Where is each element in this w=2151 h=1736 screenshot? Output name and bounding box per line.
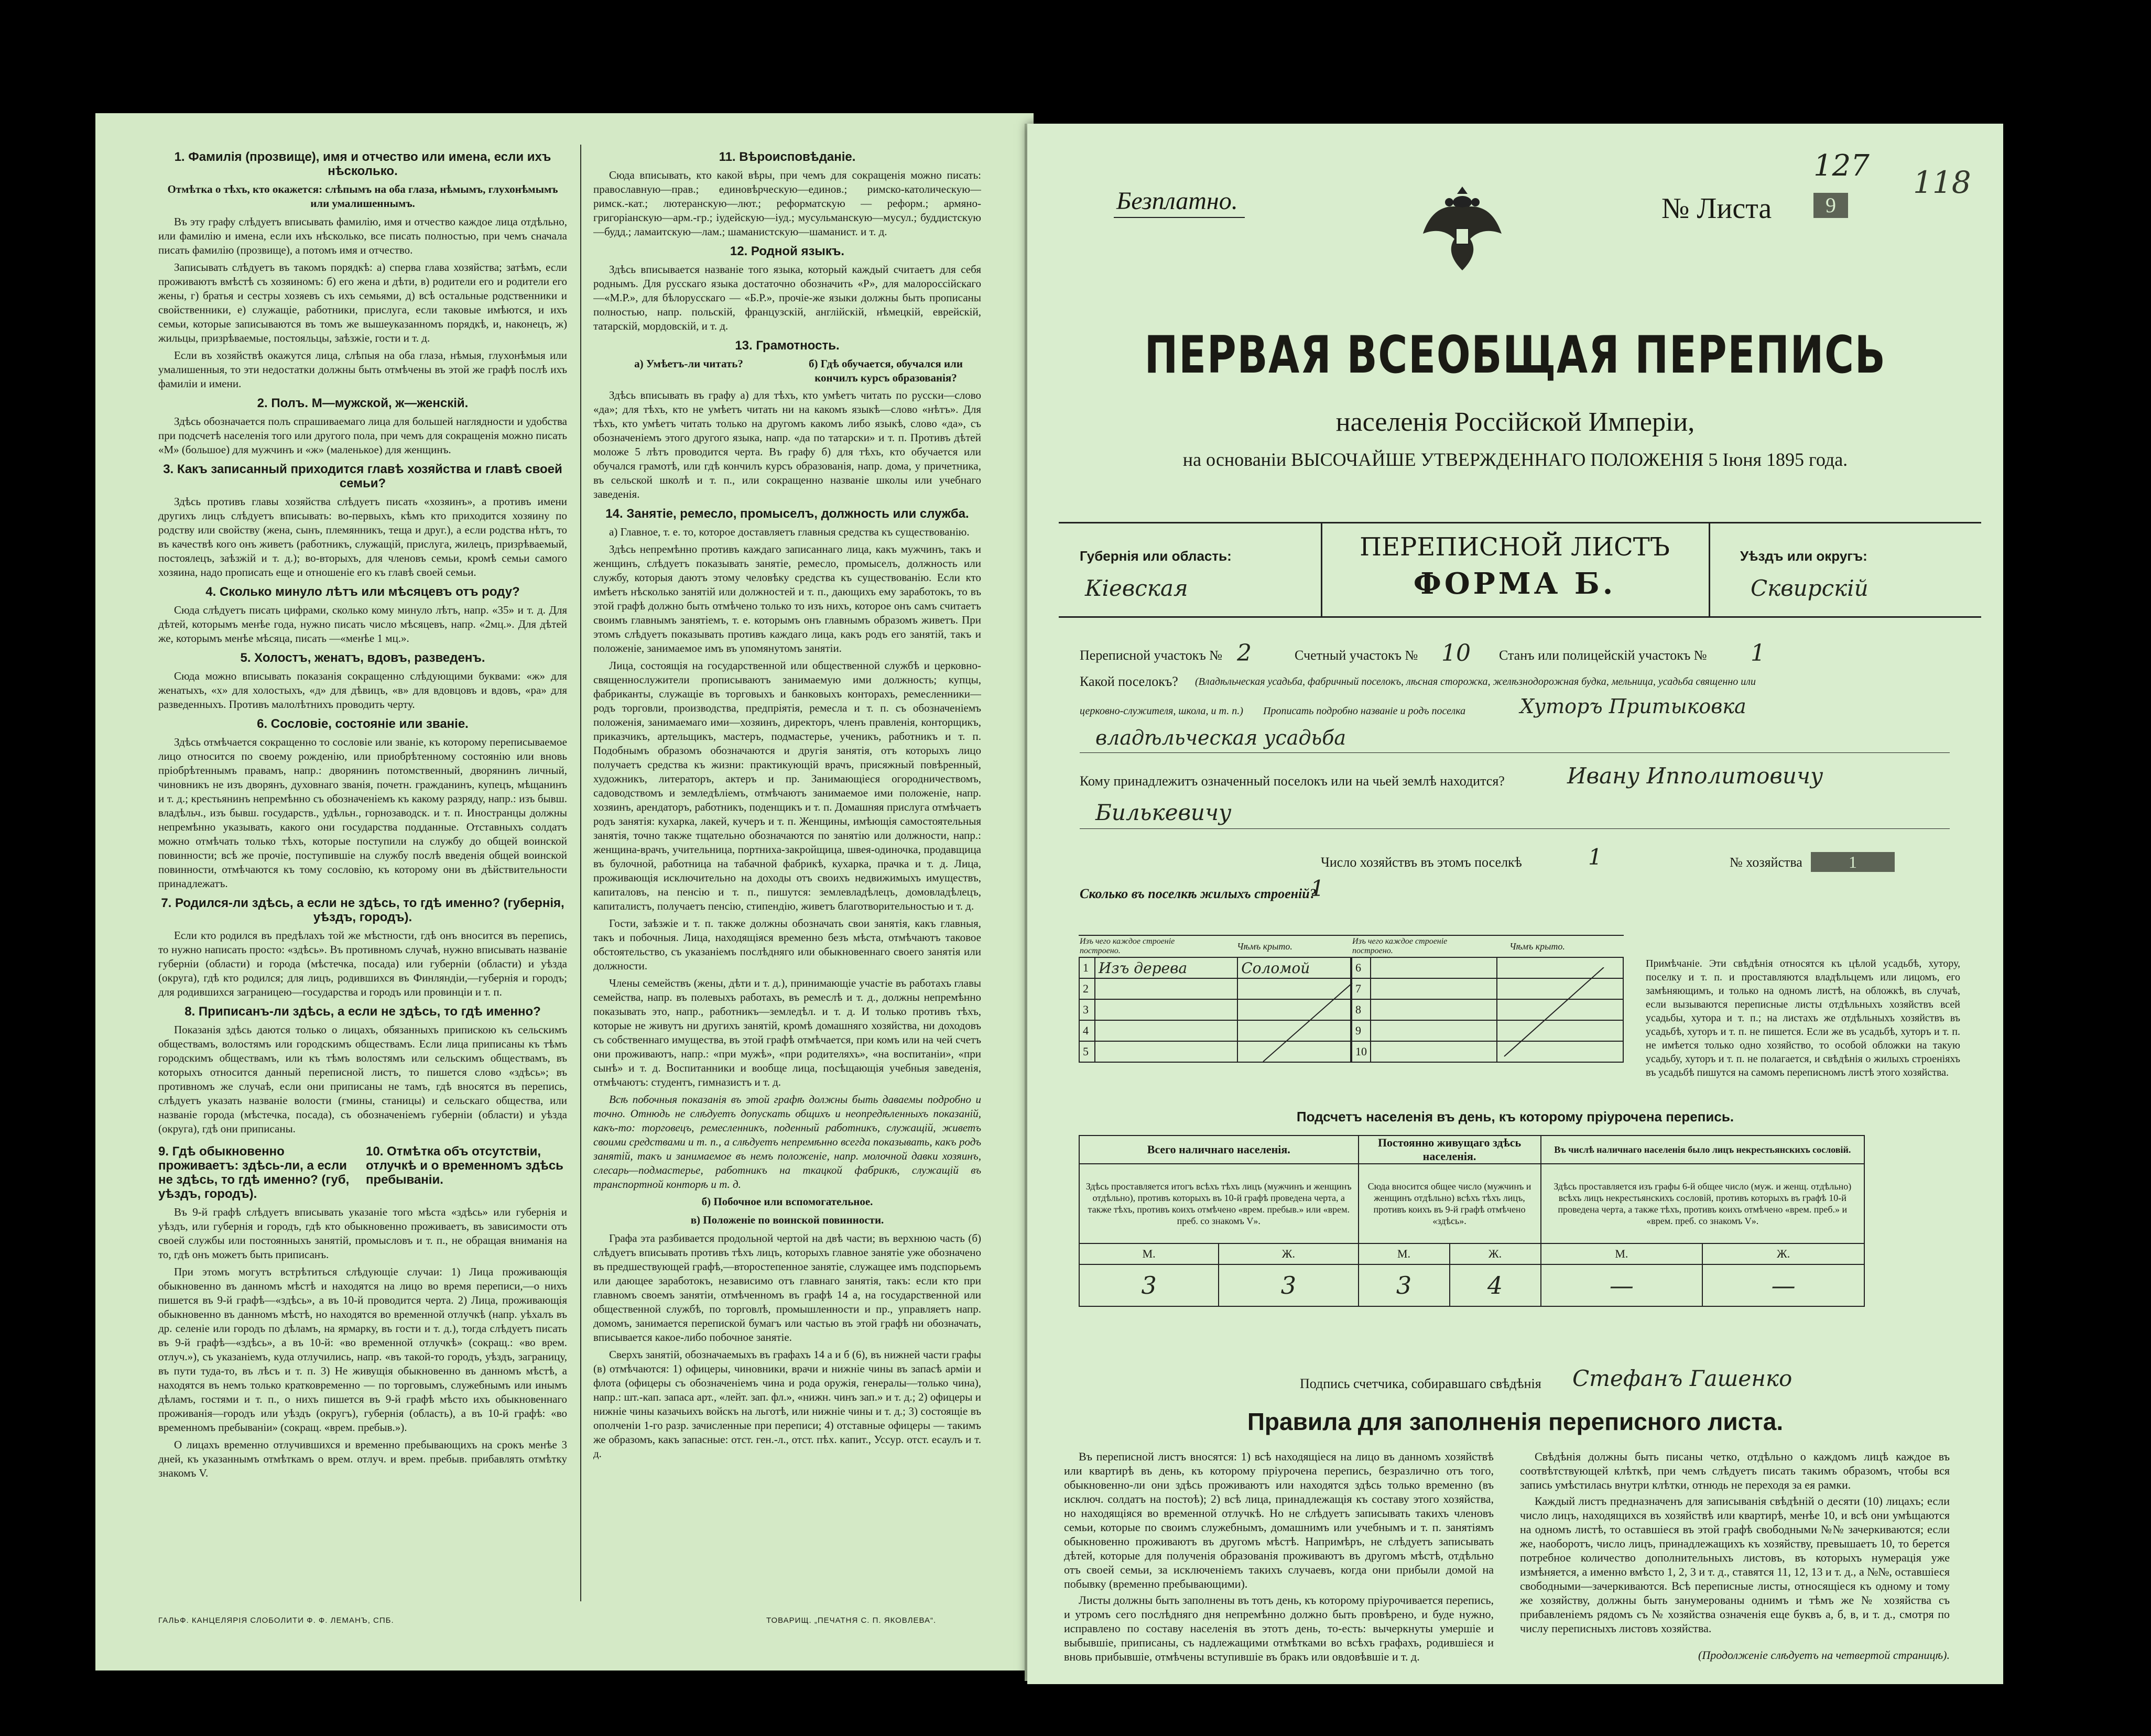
count-district-value[interactable]: 10 <box>1441 640 1471 667</box>
settlement-rule <box>1080 752 1950 753</box>
stamp-underline <box>1114 217 1245 218</box>
census-decree-line: на основаніи ВЫСОЧАЙШЕ УТВЕРЖДЕННАГО ПОЛОЖЕНІЯ 5 Іюня 1895 года. <box>1182 449 1848 470</box>
section-12-paragraph: Здѣсь вписывается названіе того языка, который каждый считаетъ для себя роднымъ. Для русскаго языка достаточно обозначить «Р», для малороссійскаго—«М.Р.», для бѣлорусскаго — «Б.Р.», прочіе-же языки должны быть прописаны полностью, напр. польскій, французскій, англійскій, нѣмецкій, еврейскій, татарскій, мордовскій, и т. д. <box>593 263 981 332</box>
sheet-number-value: 9 <box>1813 193 1848 218</box>
owner-rule <box>1080 828 1950 829</box>
census-subtitle: населенія Россійской Имперіи, <box>1335 407 1695 437</box>
permanent-population-header: Постоянно живущаго здѣсь населенія. <box>1359 1136 1541 1164</box>
printer-imprint-right: ТОВАРИЩ. „ПЕЧАТНЯ С. П. ЯКОВЛЕВА“. <box>766 1616 937 1625</box>
section-11-heading: 11. Вѣроисповѣданіе. <box>719 150 856 164</box>
buildings-material-header: Изъ чего каждое строеніе построено. <box>1352 937 1448 955</box>
guberniya-value[interactable]: Кіевская <box>1085 575 1188 601</box>
section-9-paragraph: При этомъ могутъ встрѣтиться слѣдующіе случаи: 1) Лица проживающія обыкновенно въ данномъ мѣстѣ и находятся на лицо во время переписи,—о нихъ пишется въ 9-й графѣ—«здѣсь», а въ 10-й проводится черта. 2) Лица, проживающія обыкновенно въ данномъ мѣстѣ, но находятся во временной отлучкѣ (напр. уѣхалъ въ др. селеніе или городъ по дѣламъ, на ярмарку, въ гости и т. д.), тогда слѣдуетъ писать въ 9-й графѣ—«здѣсь», а въ 10-й: «во временной отлучкѣ» (сокращ.: «во врем. отлуч.»), съ указаніемъ, куда отлучились, напр. «въ такой-то городъ, уѣздъ, заграницу, въ пути тудa-то, въ лѣсъ и т. п. 3) Не живущія обыкновенно въ данномъ мѣстѣ, а находятся въ немъ только кратковременно — по торговымъ, служебнымъ или инымъ дѣламъ, гостями и т. п., о нихъ пишется въ 9-й графѣ мѣсто ихъ обыкновеннаго проживанія—городъ или уѣздъ (округъ), губернія (область), а въ 10-й графѣ: «во временномъ пребываніи» (сокращ. «врем. пребыв.»). <box>158 1265 567 1434</box>
rules-paragraph: Въ переписной листъ вносятся: 1) всѣ находящіеся на лицо въ данномъ хозяйствѣ или квартирѣ въ день, къ которому пріурочена перепись, безразлично отъ того, обыкновенно-ли они здѣсь проживаютъ или находятся здѣсь только временно (въ исключ. солдатъ на постоѣ); 2) всѣ лица, принадлежащія къ составу этого хозяйства, но находящіяся во временной отлучкѣ. Но не слѣдуетъ записывать такихъ членовъ семьи, которые по своимъ служебнымъ, домашнимъ или учебнымъ и т. п. занятіямъ обыкновенно проживаютъ въ другомъ мѣстѣ. Напримѣръ, не слѣдуетъ записывать дѣтей, которые для полученія образованія проживаютъ въ другомъ мѣстѣ, отдѣльно отъ своей семьи, за исключеніемъ такихъ случаевъ, когда они прибыли домой на побывку (временно пребывающими). <box>1064 1450 1494 1590</box>
section-4-heading: 4. Сколько минуло лѣтъ или мѣсяцевъ отъ роду? <box>205 585 520 599</box>
left-sheet <box>95 113 1034 1671</box>
present-population-header: Всего наличнаго населенія. <box>1079 1136 1359 1164</box>
section-14-paragraph: Здѣсь непремѣнно противъ каждаго записаннаго лица, какъ мужчинъ, такъ и женщинъ, слѣдуетъ показывать занятіе, ремесло, промыселъ, должность или службу, которыя даютъ этому человѣку средства къ существованію. Если кто имѣетъ нѣсколько занятій или должностей и т. п., дающихъ ему заработокъ, то въ этой графѣ должно быть отмѣчено только то изъ нихъ, которое онъ самъ считаетъ своимъ главнымъ занятіемъ, т. е. которымъ онъ главнымъ образомъ живетъ. При этомъ слѣдуетъ показывать противъ каждаго лица, какъ родъ его занятій, такъ и положеніе, занимаемое имъ въ упомянутомъ занятіи. <box>593 543 981 654</box>
rules-column-2 <box>1520 1449 1950 1643</box>
settlement-value[interactable]: Хуторъ Притыковка <box>1520 695 1746 718</box>
present-female-count[interactable]: 3 <box>1219 1264 1358 1306</box>
non-peasant-male-count[interactable]: — <box>1541 1264 1703 1306</box>
section-6-heading: 6. Сословіе, состояніе или званіе. <box>257 717 469 731</box>
uezd-label: Уѣздъ или округъ: <box>1740 548 1867 564</box>
rules-paragraph: Листы должны быть заполнены въ тотъ день, къ которому пріурочивается перепись, и утромъ сего послѣдняго дня непремѣнно должно быть провѣрено, и буде нужно, исправлено по составу населенія въ этотъ день, то-есть: вычеркнуты умершіе и выбывшіе, приписаны, съ надлежащими отмѣтками во всѣхъ графахъ, родившіеся и вновь прибывшіе, отмѣчены вступившіе въ бракъ или овдовѣвшіе и т. д. <box>1064 1593 1494 1663</box>
population-count-heading: Подсчетъ населенія въ день, къ которому пріурочена перепись. <box>1296 1109 1734 1124</box>
section-1-heading: 1. Фамилія (прозвище), имя и отчество или имена, если ихъ нѣсколько. <box>174 150 551 178</box>
section-8-paragraph: Показанія здѣсь даются только о лицахъ, обязанныхъ припискою къ сельскимъ обществамъ, волостямъ или городскимъ обществамъ. Если лица приписаны къ тѣмъ городскимъ обществамъ, или къ тѣмъ волостямъ или сельскимъ обществамъ, въ которыхъ относится данный переписной листъ, то пишется слово «здѣсь»; въ противномъ же случаѣ, если они приписаны не тамъ, гдѣ вносятся въ перепись, слѣдуетъ указать названіе волости (гмины, станицы) и сельскаго общества, или названіе города (мѣстечка, посада), съ обозначеніемъ губерніи (области) и уѣзда (округа), гдѣ они приписаны. <box>158 1023 567 1135</box>
strike-through-line <box>1258 983 1363 1067</box>
permanent-male-count[interactable]: 3 <box>1359 1264 1450 1306</box>
header-box-top <box>1059 522 1981 523</box>
census-title: ПЕРВАЯ ВСЕОБЩАЯ ПЕРЕПИСЬ <box>1144 325 1886 385</box>
population-count-table <box>1079 1135 1865 1307</box>
section-10-heading: 10. Отмѣтка объ отсутствіи, отлучкѣ и о временномъ здѣсь пребываніи. <box>366 1144 563 1187</box>
census-district-value[interactable]: 2 <box>1237 640 1252 667</box>
settlement-hint-2: церковно-служителя, школа, и т. п.) <box>1080 705 1243 717</box>
stan-label: Станъ или полицейскій участокъ № <box>1499 648 1707 663</box>
section-9-heading: 9. Гдѣ обыкновенно проживаетъ: здѣсь-ли, а если не здѣсь, то гдѣ именно? (губ, уѣздъ, городъ). <box>158 1144 350 1201</box>
buildings-label: Сколько въ поселкѣ жилыхъ строеній? <box>1080 886 1317 901</box>
buildings-roof-header: Чѣмъ крыто. <box>1509 941 1565 952</box>
section-14-paragraph: Лица, состоящія на государственной или общественной службѣ и церковно-священнослужители прописываютъ занимаемую ими должность; купцы, фабриканты, служащіе въ торговыхъ и банковыхъ конторахъ, ремесленники—родъ торговли, производства, предпріятія, ремесла и т. п. съ обозначеніемъ положенія, занимаемаго ими—хозяинъ, директоръ, членъ правленія, конторщикъ, приказчикъ, артельщикъ, мастеръ, подмастерье, ученикъ, работникъ и т. п. Подобнымъ образомъ обозначаются и другія занятія, отъ которыхъ лицо получаетъ средства къ жизни: практикующій врачъ, присяжный повѣренный, художникъ, литераторъ, актеръ и пр. Занимающіеся огородничествомъ, садоводствомъ и земледѣліемъ, отмѣчаютъ занимаемое ими положеніе, напр. хозяинъ, арендаторъ, работникъ, поденщикъ и т. п. Домашняя прислуга отмѣчаетъ родъ занятія: кухарка, лакей, кучеръ и т. п. Женщины, имѣющія самостоятельныя занятія, точно также тщательно обозначаются по занятію или должности, напр.: женщина-врачъ, учительница, портниха-закройщица, швея-одиночка, продавщица въ булочной, работница на табачной фабрикѣ, кухарка, прачка и т. д. Лица, проживающія исключительно на доходы отъ своихъ недвижимыхъ имуществъ, капиталовъ, на пенсію и т. п., пишутся: землевладѣлецъ, домовладѣлецъ, капиталистъ, получаетъ пенсію, стипендію, живетъ благотворительностью и т. д. <box>593 659 981 912</box>
non-peasant-population-header: Въ числѣ наличнаго населенія было лицъ некрестьянскихъ сословій. <box>1541 1136 1864 1164</box>
section-14-heading: 14. Занятіе, ремесло, промыселъ, должность или служба. <box>605 507 969 521</box>
section-1-subheading: Отмѣтка о тѣхъ, кто окажется: слѣпымъ на оба глаза, нѣмымъ, глухонѣмымъ или умалишеннымъ. <box>167 183 558 210</box>
imperial-eagle-emblem <box>1418 181 1507 276</box>
pencil-number-1: 127 <box>1813 149 1870 183</box>
section-4-paragraph: Сюда слѣдуетъ писать цифрами, сколько кому минуло лѣтъ, напр. «35» и т. д. Для дѣтей, которымъ менѣе года, нужно писать число мѣсяцевъ, напр. «2мц.». Для дѣтей же, которымъ менѣе мѣсяца, писать —«менѣе 1 мц.». <box>158 604 567 645</box>
rules-title: Правила для заполненія переписного листа. <box>1247 1408 1784 1435</box>
section-14-paragraph: Графа эта разбивается продольной чертой на двѣ части; въ верхнюю часть (б) слѣдуетъ вписывать противъ тѣхъ лицъ, которыхъ главное занятіе уже обозначено въ предшествующей графѣ,—второстепенное занятіе, служащее имъ подспорьемъ или дающее заработокъ, независимо отъ главнаго занятія, такъ: если кто при главномъ своемъ занятіи, отмѣченномъ въ графѣ 14 а, на государственной или общественной службѣ, по торговлѣ, промышленности и пр., управляетъ напр. домомъ, занимается перепиской бумагъ или частью въ этой графѣ ни обозначать, вписывается какое-либо побочное занятіе. <box>593 1232 981 1344</box>
instructions-column-2 <box>593 145 981 1601</box>
present-male-count[interactable]: 3 <box>1079 1264 1219 1306</box>
non-peasant-female-count[interactable]: — <box>1702 1264 1864 1306</box>
buildings-table-top <box>1079 935 1624 936</box>
section-2-paragraph: Здѣсь обозначается полъ спрашиваемаго лица для большей наглядности и удобства при подсчетѣ населенія того или другого пола, при чемъ для сокращенія можно писать «М» (большое) для мужчинъ и «ж» (маленькое) для женщинъ. <box>158 415 567 456</box>
non-peasant-population-note: Здѣсь проставляется изъ графы 6-й общее число (муж. и женщ. отдѣльно) всѣхъ лицъ некрестьянскихъ сословій, противъ которыхъ въ графѣ 10-й проведена черта, а также тѣхъ, противъ коихъ отмѣчено «врем. преб.» и «врем. преб. со знакомъ V». <box>1541 1164 1864 1243</box>
uezd-value[interactable]: Сквирскій <box>1751 575 1868 601</box>
rules-continuation-note: (Продолженіе слѣдуетъ на четвертой страницѣ). <box>1698 1648 1950 1662</box>
header-divider <box>1709 522 1710 616</box>
section-14-paragraph: Всѣ побочныя показанія въ этой графѣ должны быть даваемы подробно и точно. Отнюдь не слѣдуетъ допускать общихъ и неопредѣленныхъ показаній, какъ-то: торговецъ, ремесленникъ, поденный работникъ, служащій, живетъ своими средствами и т. п., а слѣдуетъ непремѣнно всегда показывать, какъ родъ занятій, такъ и занимаемое въ немъ положеніе, напр. молочной давки хозяинъ, слесарь—подмастерье, работникъ на ткацкой фабрикѣ, служащій въ транспортной конторѣ и т. д. <box>593 1093 981 1191</box>
section-12-heading: 12. Родной языкъ. <box>730 244 845 258</box>
permanent-population-note: Сюда вносится общее число (мужчинъ и женщинъ отдѣльно) всѣхъ тѣхъ лицъ, противъ коихъ въ 9-й графѣ отмѣчено «здѣсь». <box>1359 1164 1541 1243</box>
section-14-paragraph: Члены семействъ (жены, дѣти и т. д.), принимающіе участіе въ работахъ главы семейства, напр. въ полевыхъ работахъ, въ ремеслѣ и т. д., должны непремѣнно показывать это, напр., работникъ—земледѣл. и т. д. И только противъ тѣхъ, которые не живутъ ни другихъ занятій, кромѣ домашняго хозяйства, ни доходовъ съ собственнаго имущества, въ этой графѣ отмѣчается, при комъ или на чей счетъ они проживаютъ, напр.: «при мужѣ», «при родителяхъ», «на воспитаніи», «при сынѣ» и т. д. Воспитанники и вообще лица, посѣщающія учебныя заведенія, отмѣчаютъ: студентъ, гимназистъ и т. д. <box>593 977 981 1088</box>
male-header: М. <box>1541 1243 1703 1264</box>
section-14c-heading: в) Положеніе по воинской повинности. <box>690 1214 884 1226</box>
guberniya-label: Губернія или область: <box>1080 548 1232 564</box>
settlement-hint-3: Прописать подробно названіе и родъ поселка <box>1263 705 1466 717</box>
census-form-sheet <box>1027 124 2003 1684</box>
section-2-heading: 2. Полъ. М—мужской, ж—женскій. <box>257 396 469 410</box>
section-7-heading: 7. Родился-ли здѣсь, а если не здѣсь, то гдѣ именно? (губернія, уѣздъ, городъ). <box>161 896 564 924</box>
owner-value[interactable]: Ивану Ипполитовичу <box>1567 763 1823 789</box>
section-13b-heading: б) Гдѣ обучается, обучался или кончилъ курсъ образованія? <box>808 357 963 384</box>
building-1-material[interactable]: Изъ дерева <box>1095 957 1237 978</box>
count-district-label: Счетный участокъ № <box>1295 648 1418 663</box>
female-header: Ж. <box>1702 1243 1864 1264</box>
settlement-label: Какой поселокъ? <box>1080 674 1178 689</box>
sheet-number-label: № Листа <box>1661 192 1772 225</box>
section-3-heading: 3. Какъ записанный приходится главѣ хозяйства и главѣ своей семьи? <box>163 462 562 490</box>
settlement-value-2[interactable]: владѣльческая усадьба <box>1095 726 1346 749</box>
form-name: ФОРМА Б. <box>1413 566 1616 601</box>
households-value[interactable]: 1 <box>1588 844 1602 870</box>
owner-label: Кому принадлежитъ означенный поселокъ или на чьей землѣ находится? <box>1080 773 1505 789</box>
printer-imprint-left: ГАЛЬФ. КАНЦЕЛЯРІЯ СЛОБОЛИТИ Ф. Ф. ЛЕМАНЪ, СПБ. <box>158 1616 394 1625</box>
buildings-table-left: 1 Изъ дерева Соломой 2 3 4 5 <box>1079 957 1351 1063</box>
section-7-paragraph: Если кто родился въ предѣлахъ той же мѣстности, гдѣ онъ вносится въ перепись, то нужно написать просто: «здѣсь». Въ противномъ случаѣ, нужно вписывать названіе губерніи (области) и города (мѣстечка, посада) или губерніи (области) и уѣзда (округа), гдѣ кто родился; для лицъ, родившихся въ Финляндіи,—губернія и городъ; для родившихся заграницею—государства и городъ или провинціи и т. п. <box>158 929 567 998</box>
section-14-paragraph: Сверхъ занятій, обозначаемыхъ въ графахъ 14 а и б (6), въ нижней части графы (в) отмѣчаются: 1) офицеры, чиновники, врачи и нижніе чины въ запасѣ арміи и флота (офицеры съ обозначеніемъ чина и рода оружія, генералы—только чина), напр.: шт.-кап. запаса арт., «лейт. зап. фл.», «нижн. чинъ зап.» и т. д.; 2) офицеры и нижніе чины казачьихъ войскъ на льготѣ, или нижніе чины и т. д.; 3) состоящіе въ ополченіи 1-го разр. зачисленные при переписи; 4) отставные офицеры — такимъ же образомъ, какъ запасные: отст. ген.-л., отст. пѣх. капит., Уссур. отст. есаулъ и т. д. <box>593 1348 981 1460</box>
stan-value[interactable]: 1 <box>1751 640 1765 667</box>
building-1-roof[interactable]: Соломой <box>1237 957 1351 978</box>
buildings-value[interactable]: 1 <box>1310 876 1324 901</box>
instructions-column-1 <box>158 145 567 1601</box>
section-11-paragraph: Сюда вписывать, кто какой вѣры, при чемъ для сокращенія можно писать: православную—прав.; единовѣрческую—единов.; римско-католическую—римск.-кат.; лютеранскую—лют.; реформатскую — реформ.; армяно-григоріанскую—арм.-гр.; іудейскую—іуд.; мусульманскую—мусул.; буддистскую—будд.; ламаитскую—лам.; шаманистскую—шаманист. и т. д. <box>593 169 981 238</box>
settlement-hint: (Владѣльческая усадьба, фабричный поселокъ, лѣсная сторожка, желѣзнодорожная будка, мельница, усадьба священно или <box>1195 676 1756 687</box>
section-1-paragraph: Записывать слѣдуетъ въ такомъ порядкѣ: а) сперва глава хозяйства; затѣмъ, если проживаютъ вмѣстѣ съ хозяиномъ: б) его жена и дѣти, в) родители его и родители его жены, г) братья и сестры хозяевъ съ ихъ семьями, д) всѣ остальные родственники и свойственники, е) служащіе, работники, прислуга, если таковые имѣются, и ихъ семьи, которые записываются въ томъ же вышеуказанномъ порядкѣ, и, наконецъ, ж) жильцы, призрѣваемые, постояльцы, заѣзжіе, гости и т. д. <box>158 261 567 344</box>
enumerator-signature[interactable]: Стефанъ Гашенко <box>1572 1366 1792 1391</box>
household-number-value: 1 <box>1811 852 1895 872</box>
section-1-paragraph: Въ эту графу слѣдуетъ вписывать фамилію, имя и отчество каждое лица отдѣльно, или фамилію и имена, если ихъ нѣсколько, все писать полностью, при чемъ сначала писать фамилію (прозвище), а потомъ имя и отчество. <box>158 215 567 256</box>
section-5-heading: 5. Холостъ, женатъ, вдовъ, разведенъ. <box>240 651 485 665</box>
male-header: М. <box>1079 1243 1219 1264</box>
section-13-paragraph: Здѣсь вписывать въ графу а) для тѣхъ, кто умѣетъ читать по русски—слово «да»; для тѣхъ, кто не умѣетъ читать ни на какомъ языкѣ—слово «нѣтъ». Для тѣхъ, кто умѣетъ читать только на другомъ какомъ либо языкѣ, слово «да», съ обозначеніемъ этого другого языка, напр. «да по татарски» и т. п. Противъ дѣтей моложе 5 лѣтъ проводится черта. Въ графу б) для тѣхъ, кто обучается или обучался грамотѣ, или гдѣ кончилъ курсъ образованія, напр. дома, у причетника, въ сельской школѣ и т. п., или сокращенно названіе школы или учебнаго заведенія. <box>593 389 981 500</box>
enumerator-signature-label: Подпись счетчика, собиравшаго свѣдѣнія <box>1300 1376 1541 1391</box>
households-label: Число хозяйствъ въ этомъ поселкѣ <box>1321 855 1522 870</box>
rules-paragraph: Каждый листъ предназначенъ для записыванія свѣдѣній о десяти (10) лицахъ; если число лицъ, находящихся въ хозяйствѣ или квартирѣ, менѣе 10, и всѣ они умѣщаются на одномъ листѣ, то оставшіеся въ этой графѣ свободными №№ зачеркиваются; если же, наоборотъ, число лицъ, принадлежащихъ къ хозяйству, превышаетъ 10, то берется потребное количество дополнительныхъ листовъ, въ которыхъ нумерація уже измѣняется, а именно вмѣсто 1, 2, 3 и т. д., ставятся 11, 12, 13 и т. д., а №№, оставшіеся свободными—зачеркиваются. Всѣ переписные листы, относящіеся къ одному и тому же хозяйству, должны быть занумерованы однимъ и тѣмъ же № хозяйства съ прибавленіемъ рядомъ съ № хозяйства означенія еще буквъ а, б, в, и т. д., смотря по числу переписныхъ листовъ хозяйства. <box>1520 1494 1950 1635</box>
buildings-table-right: 6 7 8 9 10 <box>1351 957 1624 1063</box>
section-14-subheading: а) Главное, т. е. то, которое доставляетъ главныя средства къ существованію. <box>609 526 970 538</box>
section-1-paragraph: Если въ хозяйствѣ окажутся лица, слѣпыя на оба глаза, нѣмыя, глухонѣмыя или умалишенныя, то эти недостатки должны быть отмѣчены въ этой же графѣ послѣ ихъ фамиліи и имени. <box>158 349 567 390</box>
header-box-bottom <box>1059 616 1981 618</box>
rules-column-1 <box>1064 1449 1494 1669</box>
pencil-number-2: 118 <box>1913 165 1971 200</box>
strike-through-line <box>1499 967 1614 1062</box>
present-population-note: Здѣсь проставляется итогъ всѣхъ тѣхъ лицъ (мужчинъ и женщинъ отдѣльно), противъ которыхъ въ 10-й графѣ проведена черта, а также тѣхъ, противъ коихъ отмѣчено «врем. пребыв.» или «врем. преб. со знакомъ V». <box>1079 1164 1359 1243</box>
permanent-female-count[interactable]: 4 <box>1450 1264 1541 1306</box>
section-13a-heading: а) Умѣетъ-ли читать? <box>634 357 743 370</box>
section-14b-heading: б) Побочное или вспомогательное. <box>701 1195 873 1208</box>
form-title: ПЕРЕПИСНОЙ ЛИСТЪ <box>1360 532 1670 562</box>
section-9-paragraph: О лицахъ временно отлучившихся и временно пребывающихъ на срокъ менѣе 3 дней, къ указаннымъ отмѣткамъ о врем. отлуч. и врем. пребыв. прибавлять отмѣтку знакомъ V. <box>158 1438 567 1479</box>
buildings-note: Примѣчаніе. Эти свѣдѣнія относятся къ цѣлой усадьбѣ, хутору, поселку и т. п. и проставляются владѣльцемъ или лицомъ, его замѣняющимъ, и только на одномъ листѣ, на обложкѣ, въ случаѣ, если вызываются переписные листы отдѣльныхъ хозяйствъ всей усадьбы, хутора и т. п.; на листахъ же отдѣльныхъ хозяйствъ въ усадьбѣ, хуторъ и т. п. не пишется. Если же въ усадьбѣ, хуторъ и т. п. не имѣется только одно хозяйство, то особой обложки на такую усадьбу, хуторъ и т. п. не полагается, и свѣдѣнія о жилыхъ строеніяхъ въ усадьбѣ пишутся на самомъ переписномъ листѣ этого хозяйства. <box>1646 958 1960 1078</box>
female-header: Ж. <box>1219 1243 1358 1264</box>
household-number-label: № хозяйства <box>1730 855 1802 870</box>
female-header: Ж. <box>1450 1243 1541 1264</box>
free-of-charge-stamp: Безплатно. <box>1116 187 1238 215</box>
section-5-paragraph: Сюда можно вписывать показанія сокращенно слѣдующими буквами: «ж» для женатыхъ, «х» для холостыхъ, «д» для дѣвицъ, «в» для вдовцовъ и вдовъ, «ра» для разведенныхъ. Противъ малолѣтнихъ проводить черту. <box>158 670 567 711</box>
header-divider <box>1321 522 1322 616</box>
section-14-paragraph: Гости, заѣзжіе и т. п. также должны обозначать свои занятія, какъ главныя, такъ и побочныя. Лица, находящіяся временно безъ мѣста, отмѣчаютъ таковое обстоятельство, съ указаніемъ послѣдняго или обыкновеннаго своего занятія или должности. <box>593 917 981 972</box>
owner-value-2[interactable]: Билькевичу <box>1095 800 1232 825</box>
rules-paragraph: Свѣдѣнія должны быть писаны четко, отдѣльно о каждомъ лицѣ каждое въ соотвѣтствующей клѣткѣ, при чемъ слѣдуетъ писать такимъ образомъ, чтобы вся запись умѣстилась внутри клѣтки, отнюдь не переходя за ея рамки. <box>1520 1450 1950 1491</box>
buildings-roof-header: Чѣмъ крыто. <box>1237 941 1292 952</box>
section-9-paragraph: Въ 9-й графѣ слѣдуетъ вписывать указаніе того мѣста «здѣсь» или губернія и уѣздъ, или губернія и городъ, гдѣ кто обыкновенно проживаетъ, въ зависимости отъ своей службы или постоянныхъ занятій, промысловъ и т. п., не обращая вниманія на то, гдѣ онъ можетъ быть приписанъ. <box>158 1206 567 1261</box>
section-6-paragraph: Здѣсь отмѣчается сокращенно то сословіе или званіе, къ которому переписываемое лицо относится по своему рожденію, или приобрѣтенному состоянію или вновь пріобрѣтеннымъ правамъ, напр.: дворянинъ потомственный, дворянинъ личный, чиновникъ не изъ дворянъ, духовнаго званія, почетн. гражданинъ, купецъ, мѣщанинъ и т. д.; крестьянинъ непремѣнно съ обозначеніемъ къ какому разряду, напр.: изъ бывш. владѣльч., изъ бывш. государств., удѣльн., горнозаводск. и т. п. Иностранцы должны непремѣнно указывать, какого они государства подданные. Отставныхъ солдатъ можно отмѣчать только тѣхъ, которые поступили на службу до общей воинской повинности; всѣ же прочіе, поступившіе на службу послѣ введенія общей воинской повинности, отмѣчаются къ тому сословію, къ которому они въ дѣйствительности принадлежатъ. <box>158 736 567 890</box>
section-13-heading: 13. Грамотность. <box>735 339 840 353</box>
census-district-label: Переписной участокъ № <box>1080 648 1223 663</box>
column-divider <box>580 145 581 1601</box>
section-8-heading: 8. Приписанъ-ли здѣсь, а если не здѣсь, то гдѣ именно? <box>184 1005 541 1019</box>
buildings-material-header: Изъ чего каждое строеніе построено. <box>1080 937 1175 955</box>
male-header: М. <box>1359 1243 1450 1264</box>
section-3-paragraph: Здѣсь противъ главы хозяйства слѣдуетъ писать «хозяинъ», а противъ имени другихъ лицъ слѣдуетъ вписывать: во-первыхъ, кѣмъ кто приходится хозяину по родству или свойству (жена, сынъ, племянникъ, теща и друг.), а если родства нѣтъ, то въ качествѣ кого онъ живетъ (работникъ, служащій, прислуга, жилецъ, призрѣваемый, постоялецъ, заѣзжій и т. д.); во-вторыхъ, для членовъ семьи, кромѣ семьи самого хозяина, надо прописать еще и отношеніе его къ главѣ своей семьи. <box>158 495 567 578</box>
